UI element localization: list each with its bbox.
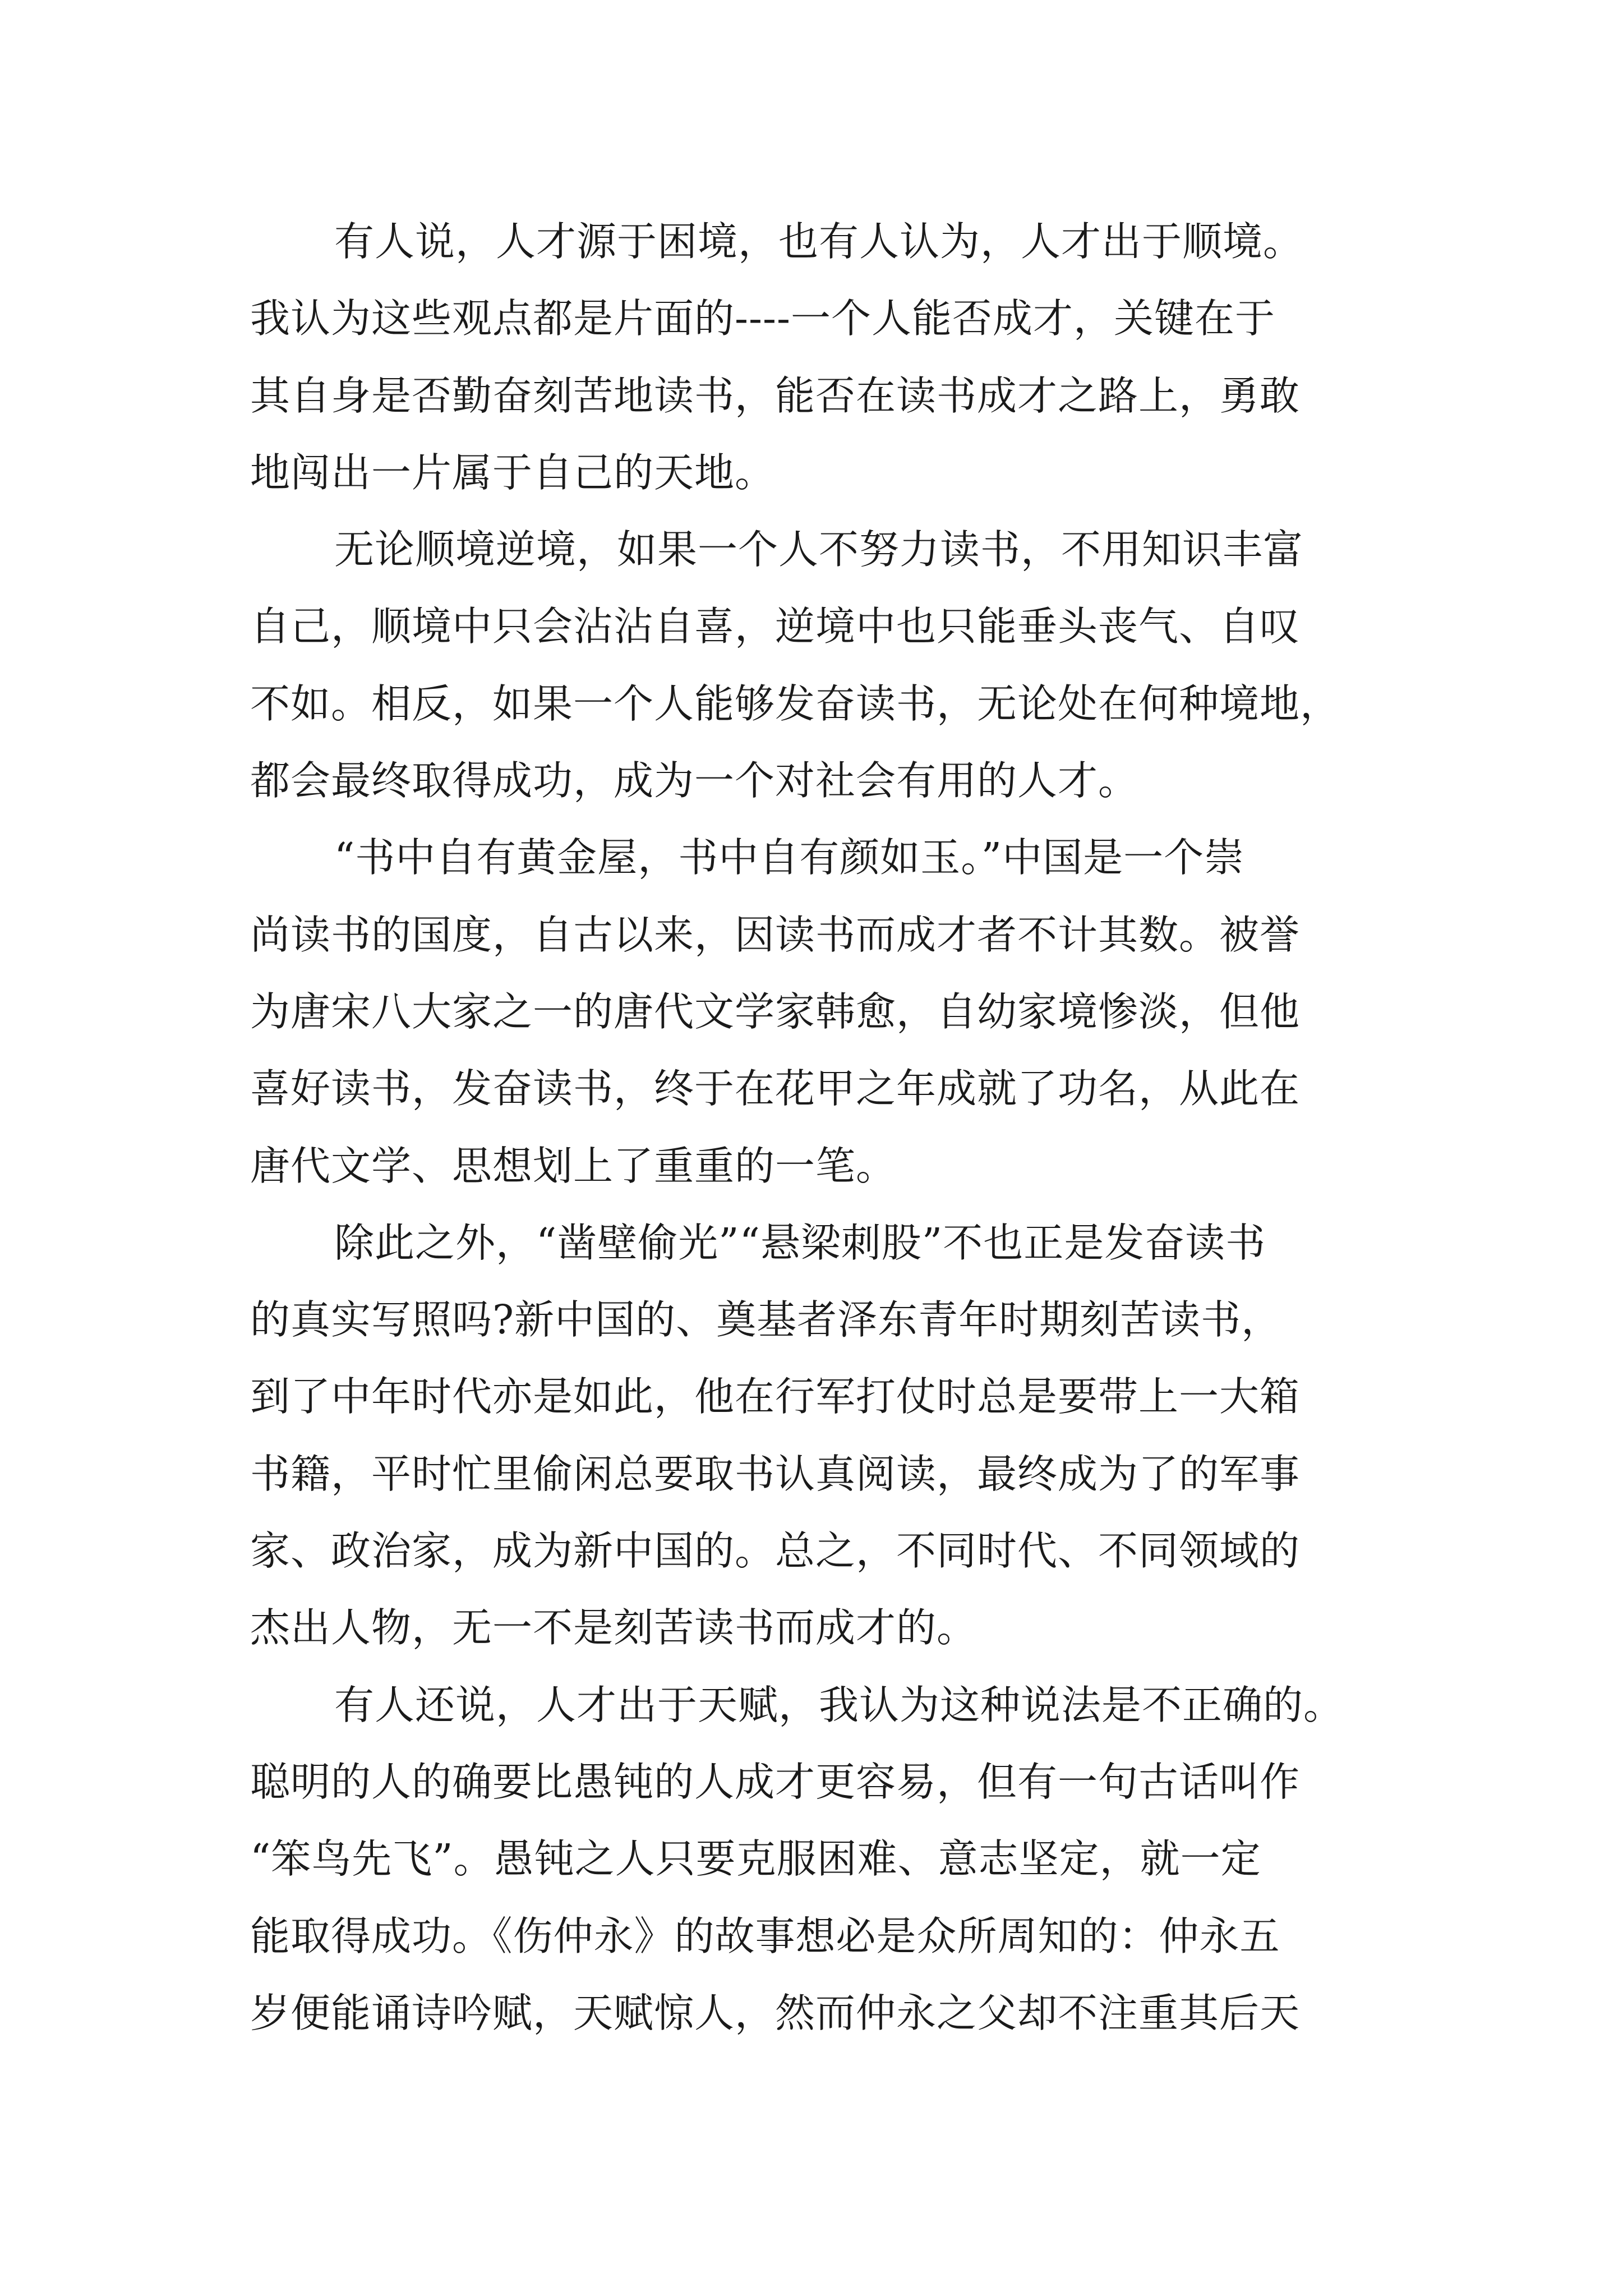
paragraph-3: [250, 819, 1394, 1204]
text-line: “书中自有黄金屋，书中自有颜如玉。”中国是一个崇: [334, 834, 1245, 881]
text-line: 不如。相反，如果一个人能够发奋读书，无论处在何种境地，: [250, 680, 1341, 727]
text-line: 岁便能诵诗吟赋，天赋惊人，然而仲永之父却不注重其后天: [250, 1989, 1301, 2036]
text-line: 杰出人物，无一不是刻苦读书而成才的。: [250, 1604, 978, 1651]
text-line: 喜好读书，发奋读书，终于在花甲之年成就了功名，从此在: [250, 1065, 1301, 1112]
paragraph-5: [250, 1667, 1394, 2051]
paragraph-2: [250, 511, 1394, 819]
text-line: 有人还说，人才出于天赋，我认为这种说法是不正确的。: [334, 1681, 1344, 1728]
text-line: 书籍，平时忙里偷闲总要取书认真阅读，最终成为了的军事: [250, 1450, 1301, 1497]
text-line: 到了中年时代亦是如此，他在行军打仗时总是要带上一大箱: [250, 1373, 1301, 1420]
text-line: 都会最终取得成功，成为一个对社会有用的人才。: [250, 757, 1139, 804]
text-line: 尚读书的国度，自古以来，因读书而成才者不计其数。被誉: [250, 911, 1301, 958]
text-line: 无论顺境逆境，如果一个人不努力读书，不用知识丰富: [334, 526, 1304, 573]
text-line: 的真实写照吗?新中国的、奠基者泽东青年时期刻苦读书，: [250, 1296, 1282, 1343]
essay-body: [250, 203, 1394, 2051]
text-line: 其自身是否勤奋刻苦地读书，能否在读书成才之路上，勇敢: [250, 372, 1301, 419]
text-line: 自己，顺境中只会沾沾自喜，逆境中也只能垂头丧气、自叹: [250, 603, 1301, 650]
text-line: “笨鸟先飞”。愚钝之人只要克服困难、意志坚定，就一定: [250, 1835, 1261, 1883]
text-line: 为唐宋八大家之一的唐代文学家韩愈，自幼家境惨淡，但他: [250, 988, 1301, 1035]
text-line: 除此之外，“凿壁偷光”“悬梁刺股”不也正是发奋读书: [334, 1219, 1266, 1266]
text-line: 有人说，人才源于困境，也有人认为，人才出于顺境。: [334, 218, 1304, 265]
text-line: 能取得成功。《伤仲永》的故事想必是众所周知的：仲永五: [250, 1912, 1280, 1959]
text-line: 我认为这些观点都是片面的----一个人能否成才，关键在于: [250, 295, 1275, 342]
text-line: 家、政治家，成为新中国的。总之，不同时代、不同领域的: [250, 1527, 1301, 1575]
text-line: 地闯出一片属于自己的天地。: [250, 449, 776, 496]
text-line: 聪明的人的确要比愚钝的人成才更容易，但有一句古话叫作: [250, 1758, 1301, 1805]
text-line: 唐代文学、思想划上了重重的一笔。: [250, 1142, 897, 1189]
paragraph-4: [250, 1204, 1394, 1667]
paragraph-1: [250, 203, 1394, 511]
